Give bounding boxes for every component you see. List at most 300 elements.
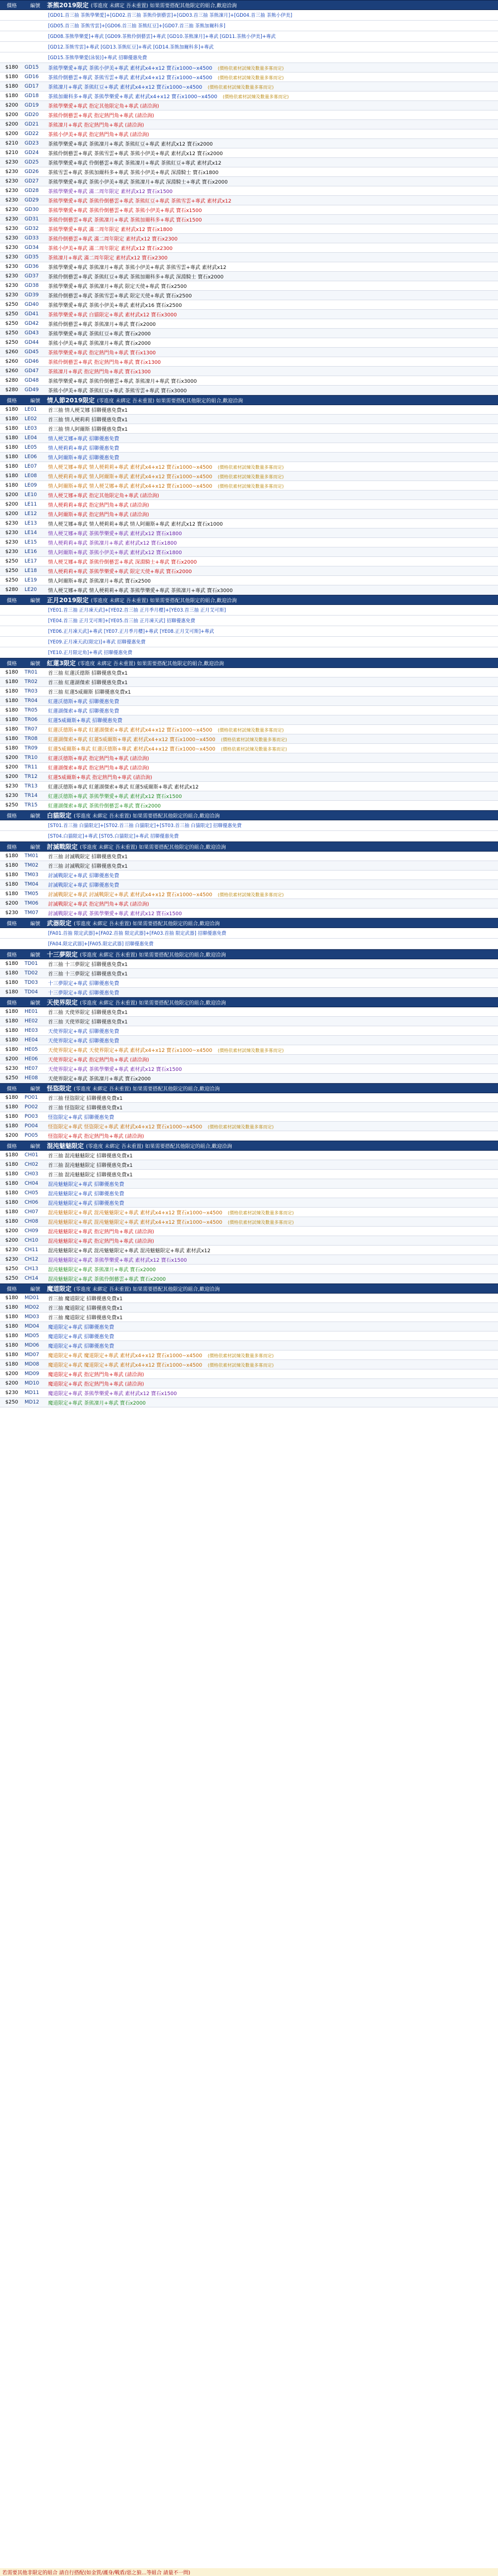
row-description-text: 茶熊伶倒藝雲+專武 茶熊凜月+專武 茶熊加爾科多+專武 寶石x1500 bbox=[48, 217, 202, 223]
row-price: $200 bbox=[5, 131, 18, 137]
table-row[interactable] bbox=[0, 253, 498, 262]
table-row[interactable] bbox=[0, 224, 498, 234]
row-price: $180 bbox=[5, 74, 18, 80]
row-description-text: 首三抽 情人梗莉莉 招聯優惠免費x1 bbox=[48, 417, 128, 423]
table-row[interactable] bbox=[0, 500, 498, 510]
section-title bbox=[47, 595, 498, 604]
table-row[interactable] bbox=[0, 1294, 498, 1303]
row-description bbox=[48, 387, 498, 394]
row-code: LE13 bbox=[25, 521, 37, 526]
table-row[interactable] bbox=[0, 1122, 498, 1131]
table-row[interactable] bbox=[0, 1379, 498, 1388]
row-description bbox=[48, 1113, 498, 1121]
table-row[interactable] bbox=[0, 234, 498, 243]
row-price: $200 bbox=[5, 103, 18, 108]
featured-text: [YE06.正月凍天武]+專武 [YE07.正月季月櫻]+專武 [YE08.正月艾可斯]+專武 bbox=[48, 629, 214, 635]
table-row[interactable] bbox=[0, 462, 498, 472]
featured-row bbox=[0, 928, 498, 939]
row-description-text: 首三抽 情人阿爾斯 招聯優惠免費x1 bbox=[48, 426, 128, 432]
row-description-text: 天使界限定+專武 天使界限定+專武 素材武x4+x12 寶石x1000~x4500 bbox=[48, 1047, 213, 1054]
table-row[interactable] bbox=[0, 82, 498, 92]
row-note: (價格依素材試煉及數量多寡而定) bbox=[208, 1124, 274, 1130]
row-description-text: 魔道限定+專武 指定熱門角+專武 (請洽詢) bbox=[48, 1381, 144, 1387]
section-header bbox=[0, 395, 498, 405]
table-row[interactable] bbox=[0, 706, 498, 715]
row-description-text: 天使界限定+專武 指定熱門角+專武 (請洽詢) bbox=[48, 1057, 149, 1063]
table-row[interactable] bbox=[0, 367, 498, 376]
table-row[interactable] bbox=[0, 1236, 498, 1246]
table-row[interactable] bbox=[0, 585, 498, 595]
row-description bbox=[48, 292, 498, 299]
row-description-text: 天使界限定+專武 招聯優惠免費 bbox=[48, 1029, 119, 1035]
table-row[interactable] bbox=[0, 92, 498, 101]
row-description bbox=[48, 1190, 498, 1197]
row-description bbox=[48, 726, 498, 733]
table-row[interactable] bbox=[0, 101, 498, 110]
row-price: $180 bbox=[5, 473, 18, 479]
table-row[interactable] bbox=[0, 386, 498, 395]
row-code: CH03 bbox=[25, 1171, 39, 1177]
row-description bbox=[48, 225, 498, 233]
table-row[interactable] bbox=[0, 1303, 498, 1313]
row-code: HE07 bbox=[25, 1066, 38, 1071]
section bbox=[0, 1141, 498, 1284]
row-price: $180 bbox=[5, 426, 18, 431]
featured-text: [FA01.首抽 限定武器]+[FA02.首抽 限定武器]+[FA03.首抽 限定武器] 招聯優惠免費 bbox=[48, 931, 227, 936]
row-price: $230 bbox=[5, 236, 18, 241]
header-code-label: 編號 bbox=[30, 952, 40, 958]
row-description bbox=[48, 1342, 498, 1349]
table-row[interactable] bbox=[0, 566, 498, 576]
table-row[interactable] bbox=[0, 725, 498, 734]
header-code-label: 編號 bbox=[30, 598, 40, 604]
row-price: $180 bbox=[5, 416, 18, 422]
table-row[interactable] bbox=[0, 177, 498, 186]
row-description bbox=[48, 872, 498, 879]
table-row[interactable] bbox=[0, 1170, 498, 1179]
row-price: $180 bbox=[5, 1114, 18, 1119]
row-price: $200 bbox=[5, 1381, 18, 1386]
table-row[interactable] bbox=[0, 405, 498, 415]
row-description bbox=[48, 1104, 498, 1111]
table-row[interactable] bbox=[0, 890, 498, 899]
section bbox=[0, 595, 498, 658]
row-description-text: 茶熊伶倒藝雲+專武 茶熊雪雲+專武 茶熊小伊美+專武 素材武x12 寶石x2000 bbox=[48, 151, 223, 157]
row-description-text: 茶熊伶倒藝雲+專武 指定熱門角+專武 寶石x1300 bbox=[48, 359, 161, 366]
row-code: LE18 bbox=[25, 568, 37, 574]
row-description bbox=[48, 558, 498, 565]
row-price: $230 bbox=[5, 169, 18, 175]
row-description-text: 混沌魅魅限定+專武 指定熱門角+專武 (請洽詢) bbox=[48, 1229, 154, 1235]
table-row[interactable] bbox=[0, 715, 498, 725]
table-row[interactable] bbox=[0, 424, 498, 434]
table-row[interactable] bbox=[0, 763, 498, 772]
row-description-text: 首三抽 混沌魅魅限定 招聯優惠免費x1 bbox=[48, 1162, 133, 1169]
section bbox=[0, 842, 498, 918]
table-row[interactable] bbox=[0, 1341, 498, 1351]
row-description bbox=[48, 745, 498, 752]
table-row[interactable] bbox=[0, 744, 498, 753]
table-row[interactable] bbox=[0, 1045, 498, 1055]
featured-text: [GD01.首三抽 茶熊學樂愛]+[GD02.首三抽 茶熊伶倒藝雲]+[GD03.首三抽 茶熊凜月]+[GD04.首三抽 茶熊小伊美] bbox=[48, 13, 293, 18]
row-code: CH10 bbox=[25, 1238, 39, 1243]
row-description bbox=[48, 688, 498, 695]
row-code: TR13 bbox=[25, 784, 38, 789]
featured-text: [GD15.茶熊學樂愛(泳裝)]+專武 招聯優惠免費 bbox=[48, 55, 147, 61]
table-row[interactable] bbox=[0, 1131, 498, 1141]
table-row[interactable] bbox=[0, 1388, 498, 1398]
row-description bbox=[48, 1123, 498, 1130]
row-description bbox=[48, 235, 498, 242]
table-row[interactable] bbox=[0, 338, 498, 348]
table-row[interactable] bbox=[0, 443, 498, 453]
table-row[interactable] bbox=[0, 959, 498, 969]
row-description-text: 茶熊凜月+專武 茶熊紅豆+專武 素材武x4+x12 寶石x1000~x4500 bbox=[48, 84, 203, 90]
featured-row bbox=[0, 10, 498, 21]
featured-text: [FA04.限定武器]+[FA05.限定武器] 招聯優惠免費 bbox=[48, 941, 154, 947]
section bbox=[0, 1284, 498, 1407]
table-row[interactable] bbox=[0, 1112, 498, 1122]
row-price: $180 bbox=[5, 1190, 18, 1196]
table-row[interactable] bbox=[0, 538, 498, 547]
table-row[interactable] bbox=[0, 281, 498, 291]
row-price: $250 bbox=[5, 1400, 18, 1405]
row-price: $180 bbox=[5, 961, 18, 967]
row-price: $180 bbox=[5, 1305, 18, 1310]
row-description bbox=[48, 989, 498, 996]
table-row[interactable] bbox=[0, 880, 498, 890]
table-row[interactable] bbox=[0, 801, 498, 810]
row-description-text: 茶熊學樂愛+專武 茶熊伶倒藝雲+專武 茶熊小伊美+專武 寶石x1500 bbox=[48, 208, 202, 214]
row-price: $180 bbox=[5, 1200, 18, 1205]
table-row[interactable] bbox=[0, 434, 498, 443]
row-description-text: 首三抽 情人梗艾娜 招聯優惠免費x1 bbox=[48, 407, 128, 414]
row-description-text: 討滅戰限定+專武 招聯優惠免費 bbox=[48, 873, 119, 879]
row-description-text: 怪盜限定+專武 指定熱門角+專武 (請洽詢) bbox=[48, 1133, 144, 1140]
row-price: $200 bbox=[5, 765, 18, 770]
featured-row bbox=[0, 939, 498, 949]
table-row[interactable] bbox=[0, 1017, 498, 1026]
table-row[interactable] bbox=[0, 909, 498, 918]
row-description bbox=[48, 188, 498, 195]
row-description bbox=[48, 539, 498, 546]
table-row[interactable] bbox=[0, 1064, 498, 1074]
row-price: $230 bbox=[5, 540, 18, 545]
table-row[interactable] bbox=[0, 491, 498, 500]
table-row[interactable] bbox=[0, 329, 498, 338]
table-row[interactable] bbox=[0, 348, 498, 357]
table-row[interactable] bbox=[0, 576, 498, 585]
row-code: PO01 bbox=[25, 1095, 38, 1100]
table-row[interactable] bbox=[0, 557, 498, 566]
row-code: HE05 bbox=[25, 1047, 38, 1052]
row-price: $200 bbox=[5, 511, 18, 517]
table-row[interactable] bbox=[0, 1093, 498, 1103]
table-row[interactable] bbox=[0, 1198, 498, 1208]
row-note: (價格依素材試煉及數量多寡而定) bbox=[228, 1219, 294, 1225]
table-row[interactable] bbox=[0, 1160, 498, 1170]
row-description-text: 情人梗莉莉+專武 茶熊學樂愛+專武 限定天使+專武 寶石x2000 bbox=[48, 569, 192, 575]
row-price: $180 bbox=[5, 1209, 18, 1215]
header-price-label: 價格 bbox=[6, 1000, 17, 1006]
row-price: $180 bbox=[5, 483, 18, 488]
row-code: TR14 bbox=[25, 793, 38, 799]
row-description-text: 紅蓮湖傑索+專武 茶熊伶倒藝雲+專武 寶石x2000 bbox=[48, 803, 161, 809]
row-code: GD41 bbox=[25, 311, 39, 317]
section-title-main: 混沌魅魅限定 bbox=[47, 1142, 84, 1150]
row-description-text: 情人阿爾斯+專武 情人梗艾娜+專武 素材武x4+x12 寶石x1000~x4500 bbox=[48, 483, 213, 489]
table-row[interactable] bbox=[0, 1313, 498, 1322]
table-row[interactable] bbox=[0, 1103, 498, 1112]
section-title-sub: (零進度 未綁定 吾未重置) 如果需要搭配其他限定的組合,歡迎洽詢 bbox=[74, 1087, 220, 1092]
row-price: $200 bbox=[5, 901, 18, 906]
row-note: (價格依素材試煉及數量多寡而定) bbox=[218, 464, 284, 470]
table-row[interactable] bbox=[0, 1322, 498, 1332]
section-header bbox=[0, 842, 498, 852]
row-description-text: 茶熊學樂愛+專武 茶熊伶倒藝雲+專武 茶熊凜月+專武 寶石x3000 bbox=[48, 378, 197, 385]
header-code-label: 編號 bbox=[30, 1086, 40, 1092]
header-code-label: 編號 bbox=[30, 844, 40, 850]
row-description-text: 魔道限定+專武 指定熱門角+專武 (請洽詢) bbox=[48, 1372, 144, 1378]
row-description-text: 混沌魅魅限定+專武 混沌魅魅限定+專武 素材武x4+x12 寶石x1000~x4500 bbox=[48, 1219, 223, 1225]
header-code-label: 編號 bbox=[30, 1286, 40, 1292]
header-code-label: 編號 bbox=[30, 661, 40, 667]
table-row[interactable] bbox=[0, 687, 498, 696]
row-code: GD23 bbox=[25, 141, 39, 146]
row-price: $230 bbox=[5, 226, 18, 232]
row-description bbox=[48, 435, 498, 442]
table-row[interactable] bbox=[0, 73, 498, 82]
row-price: $180 bbox=[5, 717, 18, 723]
table-row[interactable] bbox=[0, 753, 498, 763]
row-description-text: 茶熊伶倒藝雲+專武 指定熱門角+專武 (請洽詢) bbox=[48, 113, 154, 119]
table-row[interactable] bbox=[0, 472, 498, 481]
row-description bbox=[48, 736, 498, 743]
row-price: $200 bbox=[5, 502, 18, 507]
row-description-text: 茶熊小伊美+專武 指定熱門角+專武 (請洽詢) bbox=[48, 132, 149, 138]
row-code: MD07 bbox=[25, 1352, 40, 1358]
row-code: TR04 bbox=[25, 698, 38, 704]
table-row[interactable] bbox=[0, 772, 498, 782]
row-price: $180 bbox=[5, 1333, 18, 1339]
row-price: $180 bbox=[5, 1009, 18, 1015]
table-row[interactable] bbox=[0, 1151, 498, 1160]
section-title-sub: (零進度 未綁定 吾未重置) 如果需要搭配其他限定的組合,歡迎洽詢 bbox=[74, 921, 220, 927]
row-description bbox=[48, 377, 498, 385]
table-row[interactable] bbox=[0, 1036, 498, 1045]
row-description-text: 首三抽 魔道限定 招聯優惠免費x1 bbox=[48, 1305, 123, 1311]
row-description-text: 紅蓮5威爾斯+專武 招聯優惠免費 bbox=[48, 718, 123, 724]
section-title-sub: (零進度 未綁定 吾未重置) 如果需要搭配其他限定的組合,歡迎洽詢 bbox=[97, 398, 243, 404]
table-row[interactable] bbox=[0, 357, 498, 367]
row-description bbox=[48, 1209, 498, 1216]
row-price: $180 bbox=[5, 863, 18, 868]
row-code: GD15 bbox=[25, 65, 39, 70]
table-row[interactable] bbox=[0, 969, 498, 978]
featured-text: [YE10.正月限定角]+專武 招聯優惠免費 bbox=[48, 650, 133, 656]
row-price: $200 bbox=[5, 492, 18, 498]
row-description-text: 混沌魅魅限定+專武 茶熊凜月+專武 寶石x2000 bbox=[48, 1267, 156, 1273]
table-row[interactable] bbox=[0, 1255, 498, 1265]
row-code: MD04 bbox=[25, 1324, 40, 1329]
row-price: $180 bbox=[5, 1123, 18, 1129]
row-description bbox=[48, 301, 498, 309]
table-row[interactable] bbox=[0, 1274, 498, 1284]
row-description bbox=[48, 1371, 498, 1378]
table-row[interactable] bbox=[0, 547, 498, 557]
row-note: (價格依素材試煉及數量多寡而定) bbox=[218, 892, 284, 897]
row-price: $230 bbox=[5, 1257, 18, 1262]
table-row[interactable] bbox=[0, 1360, 498, 1369]
row-description-text: 混沌魅魅限定+專武 招聯優惠免費 bbox=[48, 1191, 124, 1197]
table-row[interactable] bbox=[0, 129, 498, 139]
table-row[interactable] bbox=[0, 1026, 498, 1036]
row-description bbox=[48, 979, 498, 987]
row-price: $180 bbox=[5, 679, 18, 685]
table-row[interactable] bbox=[0, 1208, 498, 1217]
section-header bbox=[0, 0, 498, 10]
featured-row bbox=[0, 21, 498, 31]
row-description bbox=[48, 216, 498, 223]
table-row[interactable] bbox=[0, 1369, 498, 1379]
table-row[interactable] bbox=[0, 1227, 498, 1236]
row-description bbox=[48, 862, 498, 869]
table-row[interactable] bbox=[0, 696, 498, 706]
row-price: $230 bbox=[5, 1390, 18, 1396]
table-row[interactable] bbox=[0, 510, 498, 519]
table-row[interactable] bbox=[0, 186, 498, 196]
row-description bbox=[48, 1256, 498, 1263]
table-row[interactable] bbox=[0, 481, 498, 491]
table-row[interactable] bbox=[0, 1055, 498, 1064]
row-price: $230 bbox=[5, 188, 18, 194]
row-price: $180 bbox=[5, 1162, 18, 1167]
section bbox=[0, 918, 498, 949]
row-code: GD19 bbox=[25, 103, 39, 108]
row-description-text: 紅蓮沃德斯+專武 紅蓮湖傑索+專武 紅蓮5威爾斯+專武 素材武x12 bbox=[48, 784, 199, 790]
section-header bbox=[0, 658, 498, 668]
row-description-text: 討滅戰限定+專武 討滅戰限定+專武 素材武x4+x12 寶石x1000~x4500 bbox=[48, 892, 213, 898]
header-code-label: 編號 bbox=[30, 398, 40, 404]
table-row[interactable] bbox=[0, 139, 498, 148]
table-row[interactable] bbox=[0, 1217, 498, 1227]
row-description-text: 情人梗艾娜+專武 情人梗莉莉+專武 素材武x4+x12 寶石x1000~x4500 bbox=[48, 464, 213, 470]
row-description bbox=[48, 1380, 498, 1387]
table-row[interactable] bbox=[0, 782, 498, 791]
table-row[interactable] bbox=[0, 1332, 498, 1341]
table-row[interactable] bbox=[0, 158, 498, 167]
row-description bbox=[48, 1152, 498, 1159]
table-row[interactable] bbox=[0, 1351, 498, 1360]
table-row[interactable] bbox=[0, 262, 498, 272]
row-description bbox=[48, 960, 498, 968]
table-row[interactable] bbox=[0, 978, 498, 988]
table-row[interactable] bbox=[0, 988, 498, 997]
table-row[interactable] bbox=[0, 300, 498, 310]
table-row[interactable] bbox=[0, 791, 498, 801]
table-row[interactable] bbox=[0, 453, 498, 462]
table-row[interactable] bbox=[0, 120, 498, 129]
table-row[interactable] bbox=[0, 871, 498, 880]
row-description bbox=[48, 754, 498, 762]
row-code: LE16 bbox=[25, 549, 37, 555]
table-row[interactable] bbox=[0, 1074, 498, 1083]
row-description bbox=[48, 1228, 498, 1235]
row-price: $260 bbox=[5, 359, 18, 364]
table-row[interactable] bbox=[0, 415, 498, 424]
row-description bbox=[48, 131, 498, 138]
row-note: (價格依素材試煉及數量多寡而定) bbox=[208, 1353, 274, 1358]
section-header bbox=[0, 1083, 498, 1093]
row-code: MD12 bbox=[25, 1400, 40, 1405]
header-price-label: 價格 bbox=[6, 844, 17, 850]
section-title-sub: (零進度 未綁定 吾未重置) 如果需要搭配其他限定的組合,歡迎洽詢 bbox=[86, 1144, 232, 1150]
row-code: TR02 bbox=[25, 679, 38, 685]
row-description-text: 首三抽 天使界限定 招聯優惠免費x1 bbox=[48, 1010, 128, 1016]
row-description bbox=[48, 311, 498, 318]
row-description bbox=[48, 1171, 498, 1178]
table-row[interactable] bbox=[0, 1265, 498, 1274]
row-code: GD26 bbox=[25, 169, 39, 175]
row-price: $180 bbox=[5, 65, 18, 70]
row-code: PO05 bbox=[25, 1133, 38, 1138]
row-code: CH06 bbox=[25, 1200, 39, 1205]
table-row[interactable] bbox=[0, 291, 498, 300]
section bbox=[0, 395, 498, 595]
table-row[interactable] bbox=[0, 205, 498, 215]
row-code: CH13 bbox=[25, 1266, 39, 1272]
row-description-text: 混沌魅魅限定+專武 茶熊學樂愛+專武 素材武x12 寶石x1500 bbox=[48, 1257, 187, 1263]
table-row[interactable] bbox=[0, 310, 498, 319]
table-row[interactable] bbox=[0, 899, 498, 909]
table-row[interactable] bbox=[0, 1398, 498, 1407]
row-price: $180 bbox=[5, 882, 18, 887]
row-code: GD29 bbox=[25, 198, 39, 203]
table-row[interactable] bbox=[0, 167, 498, 177]
row-description bbox=[48, 206, 498, 214]
row-price: $180 bbox=[5, 1352, 18, 1358]
table-row[interactable] bbox=[0, 852, 498, 861]
table-row[interactable] bbox=[0, 148, 498, 158]
table-row[interactable] bbox=[0, 519, 498, 528]
row-code: TM05 bbox=[25, 891, 39, 897]
table-row[interactable] bbox=[0, 1246, 498, 1255]
table-row[interactable] bbox=[0, 1189, 498, 1198]
row-description bbox=[48, 1199, 498, 1207]
table-row[interactable] bbox=[0, 668, 498, 677]
table-row[interactable] bbox=[0, 243, 498, 253]
row-code: MD11 bbox=[25, 1390, 40, 1396]
table-row[interactable] bbox=[0, 528, 498, 538]
table-row[interactable] bbox=[0, 196, 498, 205]
row-price: $180 bbox=[5, 1028, 18, 1034]
row-description-text: 首三抽 十三夢限定 招聯優惠免費x1 bbox=[48, 962, 128, 968]
table-row[interactable] bbox=[0, 272, 498, 281]
table-row[interactable] bbox=[0, 1179, 498, 1189]
row-description bbox=[48, 93, 498, 100]
row-code: GD40 bbox=[25, 302, 39, 307]
table-row[interactable] bbox=[0, 215, 498, 224]
table-row[interactable] bbox=[0, 734, 498, 744]
row-price: $200 bbox=[5, 774, 18, 780]
table-row[interactable] bbox=[0, 677, 498, 687]
table-row[interactable] bbox=[0, 63, 498, 73]
table-row[interactable] bbox=[0, 110, 498, 120]
table-row[interactable] bbox=[0, 1007, 498, 1017]
table-row[interactable] bbox=[0, 861, 498, 871]
table-row[interactable] bbox=[0, 376, 498, 386]
table-row[interactable] bbox=[0, 319, 498, 329]
